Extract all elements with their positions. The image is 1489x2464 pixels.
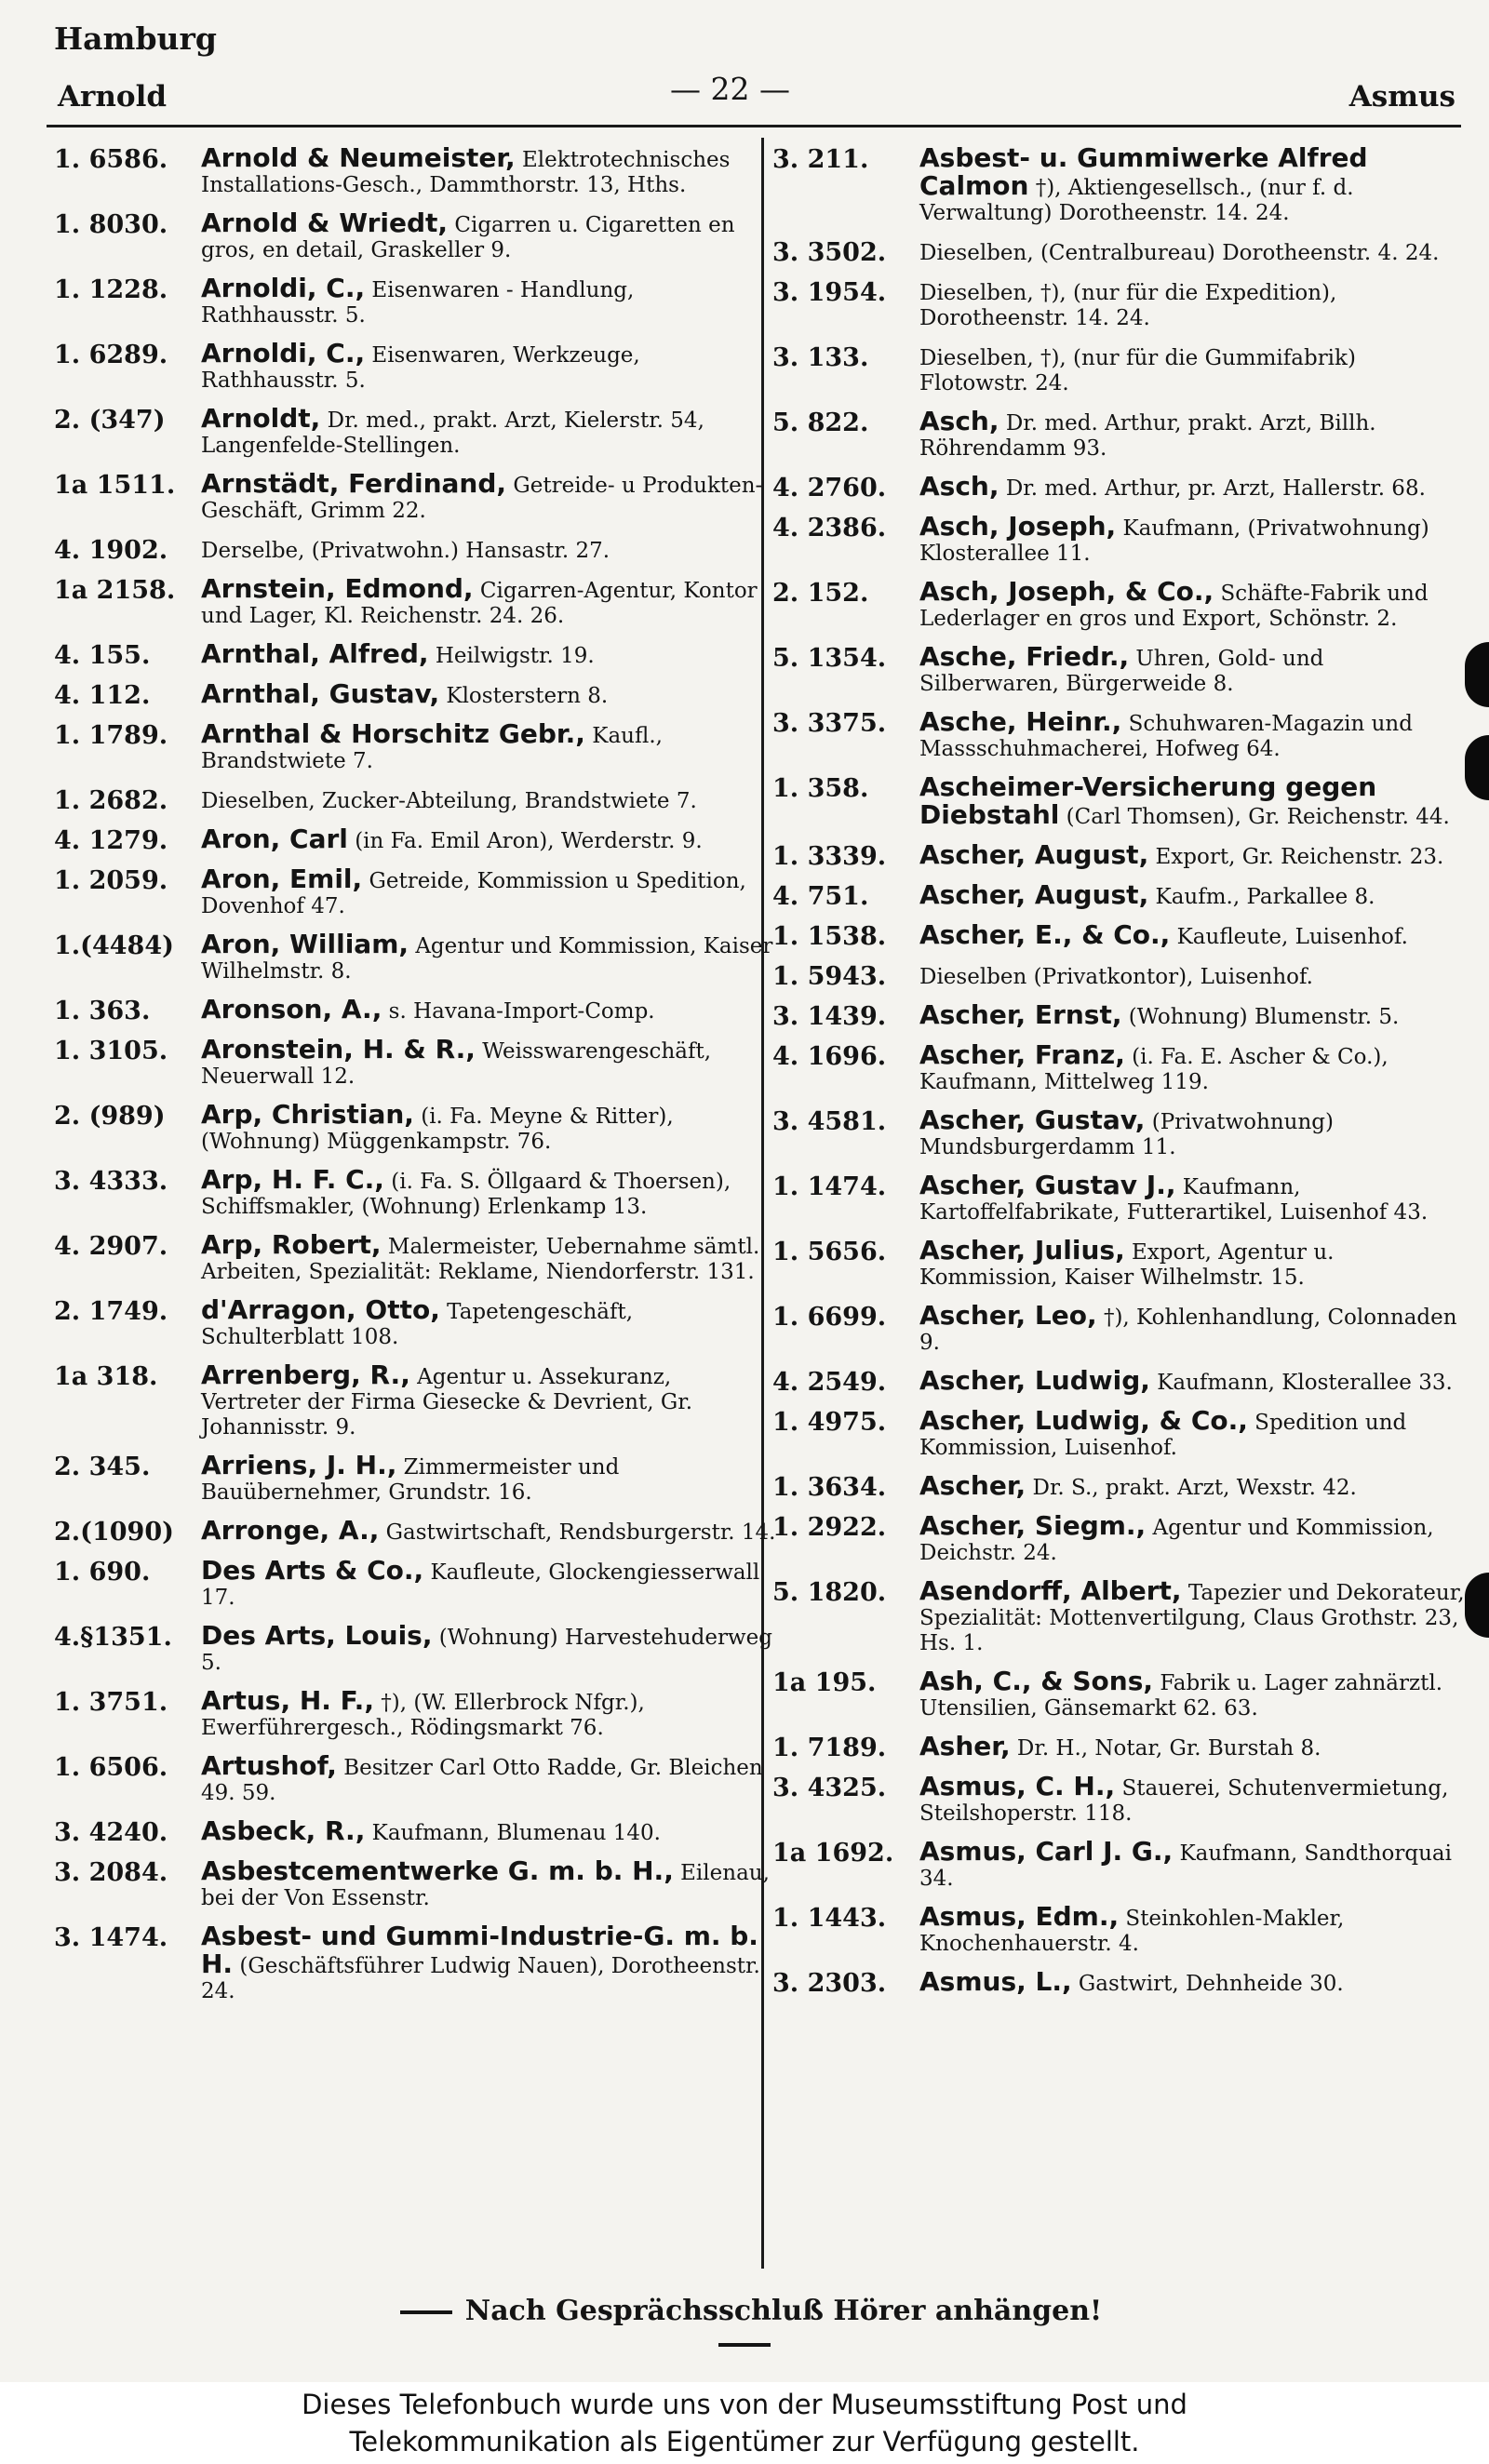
- phone-number: 1a 2158.: [54, 576, 176, 605]
- phone-number: 1. 1443.: [772, 1904, 887, 1933]
- subscriber-name: Asch, Joseph,: [919, 511, 1117, 542]
- binding-hole: [1465, 735, 1489, 800]
- last-entry-name: Asmus: [1348, 80, 1455, 114]
- directory-entry: [52, 1229, 776, 1285]
- subscriber-name: Artushof,: [201, 1750, 337, 1781]
- phone-number: 1. 3751.: [54, 1688, 168, 1717]
- directory-entry: [771, 1771, 1467, 1827]
- subscriber-details: (Wohnung) Blumenstr. 5.: [1121, 1005, 1400, 1029]
- subscriber-details: Schäfte-Fabrik und Lederlager en gros und Export, Schönstr. 2.: [919, 582, 1429, 631]
- directory-entry: [771, 1470, 1467, 1502]
- subscriber-details: Export, Agentur u. Kommission, Kaiser Wilhelmstr. 15.: [919, 1240, 1335, 1290]
- subscriber-details: Zimmermeister und Bauübernehmer, Grundstr. 16.: [201, 1455, 620, 1505]
- subscriber-name: Asbestcementwerke G. m. b. H.,: [201, 1855, 674, 1886]
- subscriber-name: Ascher, Gustav J.,: [919, 1170, 1176, 1200]
- subscriber-details: Export, Gr. Reichenstr. 23.: [1148, 845, 1444, 869]
- phone-number: 4. 2907.: [54, 1232, 168, 1261]
- directory-entry: [52, 826, 776, 854]
- directory-entry: [771, 1731, 1467, 1762]
- directory-entry: [771, 999, 1467, 1031]
- subscriber-details: (i. Fa. S. Öllgaard & Thoersen), Schiffsmakler, (Wohnung) Erlenkamp 13.: [201, 1170, 731, 1219]
- phone-number: 1. 5656.: [772, 1238, 887, 1266]
- phone-number: 1a 1511.: [54, 471, 176, 500]
- phone-number: 3. 1954.: [772, 278, 887, 307]
- directory-entry: [771, 1575, 1467, 1656]
- phone-number: 2.(1090): [54, 1518, 174, 1547]
- directory-entry: [52, 786, 776, 814]
- subscriber-name: Ascher, Ludwig, & Co.,: [919, 1405, 1248, 1436]
- subscriber-details: Dieselben, (Centralbureau) Dorotheenstr. 4. 24.: [919, 241, 1440, 265]
- phone-number: 1. 7189.: [772, 1734, 887, 1762]
- subscriber-name: Ascher, Siegm.,: [919, 1510, 1147, 1541]
- directory-entry: [52, 210, 776, 263]
- first-entry-name: Arnold: [58, 80, 168, 114]
- subscriber-name: Arnthal, Alfred,: [201, 638, 429, 669]
- subscriber-details: Eisenwaren, Werkzeuge, Rathhausstr. 5.: [201, 343, 640, 393]
- directory-entry: [771, 1836, 1467, 1892]
- city-title: Hamburg: [54, 20, 218, 57]
- phone-number: 1. 5943.: [772, 962, 887, 991]
- directory-entry: [52, 1923, 776, 2004]
- directory-entry: [52, 1620, 776, 1676]
- subscriber-name: Aron, Emil,: [201, 864, 363, 894]
- ownership-note: [0, 2382, 1489, 2464]
- subscriber-details: Fabrik u. Lager zahnärztl. Utensilien, Gänsemarkt 62. 63.: [919, 1671, 1443, 1721]
- subscriber-details: Eisenwaren - Handlung, Rathhausstr. 5.: [201, 278, 635, 328]
- directory-entry: [52, 1855, 776, 1911]
- directory-entry: [52, 1099, 776, 1155]
- phone-number: 1. 358.: [772, 774, 869, 803]
- phone-number: 2. 345.: [54, 1453, 151, 1481]
- directory-entry: [52, 1359, 776, 1440]
- directory-entry: [52, 403, 776, 459]
- phone-number: 3. 211.: [772, 145, 869, 174]
- left-column: [52, 138, 776, 2004]
- ownership-note-line-1: Dieses Telefonbuch wurde uns von der Museumsstiftung Post und: [302, 2389, 1187, 2420]
- subscriber-name: Asbeck, R.,: [201, 1815, 366, 1846]
- subscriber-name: Arrenberg, R.,: [201, 1359, 410, 1390]
- subscriber-name: d'Arragon, Otto,: [201, 1294, 440, 1325]
- subscriber-details: Dieselben, †), (nur für die Gummifabrik) Flotowstr. 24.: [919, 346, 1356, 395]
- directory-entry: [52, 1164, 776, 1220]
- subscriber-details: Kaufmann, (Privatwohnung) Klosterallee 11.: [919, 516, 1429, 566]
- subscriber-name: Ash, C., & Sons,: [919, 1666, 1154, 1696]
- directory-entry: [52, 1450, 776, 1506]
- subscriber-name: Ascher, Gustav,: [919, 1105, 1146, 1135]
- subscriber-name: Asch,: [919, 406, 999, 436]
- subscriber-name: Des Arts, Louis,: [201, 1620, 433, 1651]
- subscriber-details: Kaufleute, Luisenhof.: [1170, 925, 1408, 949]
- subscriber-name: Arp, Robert,: [201, 1229, 382, 1260]
- subscriber-name: Asbest- u. Gummiwerke Alfred Calmon: [919, 142, 1368, 201]
- subscriber-name: Ascher, Franz,: [919, 1039, 1125, 1070]
- subscriber-name: Ascher, Julius,: [919, 1235, 1125, 1265]
- phone-number: 1. 1474.: [772, 1172, 887, 1201]
- phone-number: 3. 1474.: [54, 1923, 168, 1952]
- phone-number: 4. 1696.: [772, 1042, 887, 1071]
- subscriber-details: Tapezier und Dekorateur, Spezialität: Mottenvertilgung, Claus Grothstr. 23, Hs. 1.: [919, 1581, 1465, 1655]
- phone-number: 3. 2084.: [54, 1858, 168, 1887]
- subscriber-name: Aron, Carl: [201, 824, 348, 854]
- subscriber-name: Arnthal & Horschitz Gebr.,: [201, 718, 585, 749]
- phone-number: 4. 112.: [54, 681, 151, 710]
- directory-entry: [771, 1668, 1467, 1721]
- subscriber-details: †), (W. Ellerbrock Nfgr.), Ewerführergesch., Rödingsmarkt 76.: [201, 1691, 645, 1740]
- binding-hole: [1465, 1573, 1489, 1638]
- subscriber-details: Elektrotechnisches Installations-Gesch., Dammthorstr. 13, Hths.: [201, 148, 731, 197]
- directory-entry: [771, 1365, 1467, 1397]
- subscriber-details: Kaufmann, Kartoffelfabrikate, Futterartikel, Luisenhof 43.: [919, 1175, 1429, 1225]
- phone-number: 1. 1538.: [772, 922, 887, 951]
- subscriber-name: Asch,: [919, 471, 999, 502]
- subscriber-details: Dr. med. Arthur, prakt. Arzt, Billh. Röhrendamm 93.: [919, 411, 1376, 461]
- phone-number: 1.(4484): [54, 931, 174, 960]
- subscriber-details: Besitzer Carl Otto Radde, Gr. Bleichen 49. 59.: [201, 1756, 763, 1805]
- phone-number: 1a 195.: [772, 1668, 877, 1697]
- subscriber-name: Ascher, E., & Co.,: [919, 919, 1171, 950]
- subscriber-name: Arnoldi, C.,: [201, 273, 366, 303]
- phone-number: 4. 1902.: [54, 536, 168, 565]
- right-column: [771, 138, 1467, 1997]
- phone-number: 5. 1820.: [772, 1578, 887, 1607]
- phone-number: 1. 2682.: [54, 786, 168, 815]
- subscriber-name: Arp, H. F. C.,: [201, 1164, 384, 1195]
- directory-entry: [52, 638, 776, 670]
- phone-number: 3. 3502.: [772, 238, 887, 267]
- directory-entry: [771, 962, 1467, 990]
- header-rule: [47, 125, 1461, 127]
- phone-number: 3. 133.: [772, 343, 869, 372]
- phone-number: 1. 1789.: [54, 721, 168, 750]
- subscriber-details: Tapetengeschäft, Schulterblatt 108.: [201, 1300, 634, 1349]
- directory-entry: [771, 142, 1467, 226]
- subscriber-details: Spedition und Kommission, Luisenhof.: [919, 1411, 1407, 1460]
- subscriber-details: (i. Fa. Meyne & Ritter), (Wohnung) Müggenkampstr. 76.: [201, 1105, 674, 1154]
- subscriber-details: Dr. H., Notar, Gr. Burstah 8.: [1010, 1736, 1321, 1761]
- subscriber-name: Ascher, August,: [919, 879, 1149, 910]
- directory-entry: [52, 1815, 776, 1847]
- phone-number: 1. 690.: [54, 1558, 151, 1587]
- subscriber-details: †), Kohlenhandlung, Colonnaden 9.: [919, 1306, 1457, 1355]
- subscriber-name: Arnold & Neumeister,: [201, 142, 516, 173]
- subscriber-name: Des Arts & Co.,: [201, 1555, 424, 1586]
- subscriber-name: Arnoldt,: [201, 403, 321, 434]
- subscriber-name: Asher,: [919, 1731, 1011, 1761]
- subscriber-name: Aron, William,: [201, 929, 409, 959]
- phone-number: 1. 3634.: [772, 1473, 887, 1502]
- subscriber-details: Kaufl., Brandstwiete 7.: [201, 724, 663, 773]
- directory-entry: [771, 879, 1467, 911]
- directory-entry: [52, 1750, 776, 1806]
- phone-number: 4. 751.: [772, 882, 869, 911]
- phone-number: 1. 6586.: [54, 145, 168, 174]
- subscriber-name: Ascher, Leo,: [919, 1300, 1097, 1331]
- directory-entry: [52, 1294, 776, 1350]
- phone-number: 3. 4240.: [54, 1818, 168, 1847]
- subscriber-name: Asendorff, Albert,: [919, 1575, 1182, 1606]
- phone-number: 1. 2922.: [772, 1513, 887, 1542]
- phone-number: 1. 1228.: [54, 275, 168, 304]
- subscriber-name: Arronge, A.,: [201, 1515, 380, 1546]
- subscriber-name: Arnstein, Edmond,: [201, 573, 474, 604]
- subscriber-name: Ascheimer-Versicherung gegen Diebstahl: [919, 771, 1377, 830]
- subscriber-details: Malermeister, Uebernahme sämtl. Arbeiten, Spezialität: Reklame, Niendorferstr. 131.: [201, 1235, 760, 1284]
- directory-entry: [52, 142, 776, 198]
- phone-number: 1. 6699.: [772, 1303, 887, 1332]
- subscriber-details: Stauerei, Schutenvermietung, Steilshoperstr. 118.: [919, 1776, 1449, 1826]
- subscriber-name: Asmus, L.,: [919, 1966, 1072, 1997]
- phone-number: 2. (347): [54, 406, 166, 435]
- directory-entry: [771, 511, 1467, 567]
- subscriber-name: Asbest- und Gummi-Industrie-G. m. b. H.: [201, 1921, 758, 1979]
- directory-entry: [52, 536, 776, 564]
- directory-entry: [771, 1107, 1467, 1160]
- directory-entry: [52, 338, 776, 394]
- directory-entry: [771, 1901, 1467, 1957]
- directory-entry: [771, 919, 1467, 951]
- directory-entry: [52, 1034, 776, 1090]
- phone-number: 3. 4325.: [772, 1774, 887, 1802]
- phone-number: 5. 1354.: [772, 644, 887, 673]
- footer-instruction: [354, 2295, 1135, 2360]
- subscriber-name: Asche, Friedr.,: [919, 641, 1130, 672]
- subscriber-details: Getreide, Kommission u Spedition, Dovenhof 47.: [201, 869, 746, 918]
- subscriber-details: Gastwirtschaft, Rendsburgerstr. 14.: [379, 1520, 776, 1545]
- directory-entry: [52, 994, 776, 1025]
- subscriber-details: Gastwirt, Dehnheide 30.: [1071, 1972, 1344, 1996]
- directory-entry: [771, 839, 1467, 871]
- directory-entry: [771, 471, 1467, 502]
- subscriber-name: Ascher, August,: [919, 839, 1149, 870]
- subscriber-details: Klosterstern 8.: [439, 684, 609, 708]
- subscriber-details: Dieselben, Zucker-Abteilung, Brandstwiete 7.: [201, 789, 697, 813]
- subscriber-details: (Wohnung) Harvestehuderweg 5.: [201, 1626, 772, 1675]
- directory-entry: [771, 1510, 1467, 1566]
- directory-entry: [52, 718, 776, 774]
- subscriber-details: (Privatwohnung) Mundsburgerdamm 11.: [919, 1110, 1334, 1159]
- directory-entry: [771, 771, 1467, 830]
- directory-entry: [771, 641, 1467, 697]
- subscriber-details: Dr. med., prakt. Arzt, Kielerstr. 54, Langenfelde-Stellingen.: [201, 408, 704, 458]
- phone-number: 2. (989): [54, 1102, 166, 1131]
- directory-entry: [771, 576, 1467, 632]
- directory-entry: [771, 278, 1467, 331]
- phone-number: 4. 2760.: [772, 474, 887, 502]
- phone-number: 5. 822.: [772, 408, 869, 437]
- subscriber-details: (i. Fa. E. Ascher & Co.), Kaufmann, Mittelweg 119.: [919, 1045, 1388, 1094]
- subscriber-details: Cigarren-Agentur, Kontor und Lager, Kl. Reichenstr. 24. 26.: [201, 579, 758, 628]
- phone-number: 1. 8030.: [54, 210, 168, 239]
- subscriber-details: Kaufmann, Sandthorquai 34.: [919, 1841, 1452, 1891]
- directory-entry: [771, 1039, 1467, 1095]
- phone-number: 4. 155.: [54, 641, 151, 670]
- subscriber-details: (Carl Thomsen), Gr. Reichenstr. 44.: [1059, 805, 1450, 829]
- subscriber-details: (in Fa. Emil Aron), Werderstr. 9.: [347, 829, 703, 853]
- subscriber-details: Getreide- u Produkten-Geschäft, Grimm 22.: [201, 474, 763, 523]
- subscriber-name: Asch, Joseph, & Co.,: [919, 576, 1214, 607]
- directory-entry: [52, 573, 776, 629]
- subscriber-details: Eilenau, bei der Von Essenstr.: [201, 1861, 770, 1910]
- subscriber-details: Dr. S., prakt. Arzt, Wexstr. 42.: [1026, 1476, 1357, 1500]
- directory-entry: [52, 866, 776, 919]
- phone-number: 1a 1692.: [772, 1839, 894, 1868]
- phone-number: 4. 2549.: [772, 1368, 887, 1397]
- subscriber-name: Ascher, Ernst,: [919, 999, 1122, 1030]
- subscriber-name: Arnthal, Gustav,: [201, 678, 440, 709]
- footer-dash-right: [718, 2343, 771, 2347]
- subscriber-name: Asmus, Edm.,: [919, 1901, 1120, 1932]
- subscriber-name: Arriens, J. H.,: [201, 1450, 397, 1480]
- subscriber-details: s. Havana-Import-Comp.: [382, 999, 655, 1024]
- directory-entry: [771, 706, 1467, 762]
- subscriber-details: Agentur und Kommission, Deichstr. 24.: [919, 1516, 1434, 1565]
- subscriber-details: Schuhwaren-Magazin und Massschuhmacherei, Hofweg 64.: [919, 712, 1413, 761]
- subscriber-name: Asmus, Carl J. G.,: [919, 1836, 1174, 1867]
- subscriber-details: Heilwigstr. 19.: [428, 644, 595, 668]
- footer-text: Nach Gesprächsschluß Hörer anhängen!: [464, 2295, 1103, 2327]
- phone-number: 4.§1351.: [54, 1623, 172, 1652]
- phone-number: 1. 3339.: [772, 842, 887, 871]
- directory-entry: [771, 1966, 1467, 1998]
- directory-entry: [52, 1555, 776, 1611]
- directory-entry: [771, 1405, 1467, 1461]
- subscriber-name: Aronson, A.,: [201, 994, 382, 1024]
- subscriber-name: Aronstein, H. & R.,: [201, 1034, 476, 1065]
- subscriber-details: Weisswarengeschäft, Neuerwall 12.: [201, 1039, 712, 1089]
- subscriber-name: Arnoldi, C.,: [201, 338, 366, 368]
- phone-number: 4. 1279.: [54, 826, 168, 855]
- subscriber-name: Arnstädt, Ferdinand,: [201, 468, 507, 499]
- subscriber-details: (Geschäftsführer Ludwig Nauen), Dorotheenstr. 24.: [201, 1954, 760, 2003]
- subscriber-details: Kaufmann, Blumenau 140.: [365, 1821, 661, 1845]
- phone-number: 1. 4975.: [772, 1408, 887, 1437]
- phone-number: 2. 1749.: [54, 1297, 168, 1326]
- subscriber-details: Cigarren u. Cigaretten en gros, en detail, Graskeller 9.: [201, 213, 735, 262]
- directory-entry: [771, 1300, 1467, 1356]
- subscriber-details: Kaufleute, Glockengiesserwall 17.: [201, 1560, 760, 1610]
- directory-entry: [52, 931, 776, 984]
- ownership-note-line-2: Telekommunikation als Eigentümer zur Verfügung gestellt.: [349, 2426, 1140, 2457]
- directory-entry: [771, 343, 1467, 396]
- subscriber-details: Uhren, Gold- und Silberwaren, Bürgerweide 8.: [919, 647, 1324, 696]
- phone-number: 1. 363.: [54, 997, 151, 1025]
- phone-number: 1. 6506.: [54, 1753, 168, 1782]
- subscriber-details: Agentur und Kommission, Kaiser Wilhelmstr. 8.: [201, 934, 773, 984]
- phone-number: 3. 2303.: [772, 1969, 887, 1998]
- subscriber-details: Kaufmann, Klosterallee 33.: [1149, 1371, 1453, 1395]
- subscriber-name: Asmus, C. H.,: [919, 1771, 1116, 1801]
- subscriber-details: Kaufm., Parkallee 8.: [1148, 885, 1375, 909]
- subscriber-details: Dieselben, †), (nur für die Expedition), Dorotheenstr. 14. 24.: [919, 281, 1337, 330]
- phone-number: 1a 318.: [54, 1362, 158, 1391]
- subscriber-name: Arnold & Wriedt,: [201, 208, 449, 238]
- subscriber-details: Derselbe, (Privatwohn.) Hansastr. 27.: [201, 539, 610, 563]
- phone-number: 3. 4581.: [772, 1107, 887, 1136]
- directory-entry: [771, 238, 1467, 266]
- phone-number: 3. 1439.: [772, 1002, 887, 1031]
- page-number: — 22 —: [670, 71, 790, 107]
- phone-number: 2. 152.: [772, 579, 869, 608]
- subscriber-details: Dr. med. Arthur, pr. Arzt, Hallerstr. 68.: [999, 476, 1426, 501]
- phone-number: 1. 3105.: [54, 1037, 168, 1065]
- subscriber-details: †), Aktiengesellsch., (nur f. d. Verwaltung) Dorotheenstr. 14. 24.: [919, 176, 1354, 225]
- directory-entry: [52, 275, 776, 328]
- phone-number: 1. 2059.: [54, 866, 168, 895]
- subscriber-details: Steinkohlen-Makler, Knochenhauerstr. 4.: [919, 1907, 1345, 1956]
- subscriber-details: Dieselben (Privatkontor), Luisenhof.: [919, 965, 1313, 989]
- subscriber-name: Artus, H. F.,: [201, 1685, 374, 1716]
- directory-entry: [52, 1685, 776, 1741]
- footer-dash-left: [400, 2310, 452, 2314]
- subscriber-name: Ascher, Ludwig,: [919, 1365, 1150, 1396]
- directory-entry: [771, 408, 1467, 462]
- phone-number: 3. 4333.: [54, 1167, 168, 1196]
- directory-entry: [52, 468, 776, 524]
- phone-number: 1. 6289.: [54, 341, 168, 369]
- phone-number: 3. 3375.: [772, 709, 887, 738]
- directory-entry: [52, 1515, 776, 1547]
- directory-entry: [771, 1235, 1467, 1291]
- subscriber-name: Ascher,: [919, 1470, 1026, 1501]
- subscriber-name: Arp, Christian,: [201, 1099, 414, 1130]
- subscriber-details: Agentur u. Assekuranz, Vertreter der Firma Giesecke & Devrient, Gr. Johannisstr. 9.: [201, 1365, 693, 1440]
- subscriber-name: Asche, Heinr.,: [919, 706, 1122, 737]
- binding-hole: [1465, 642, 1489, 707]
- phone-number: 4. 2386.: [772, 514, 887, 542]
- directory-entry: [52, 678, 776, 710]
- directory-entry: [771, 1172, 1467, 1225]
